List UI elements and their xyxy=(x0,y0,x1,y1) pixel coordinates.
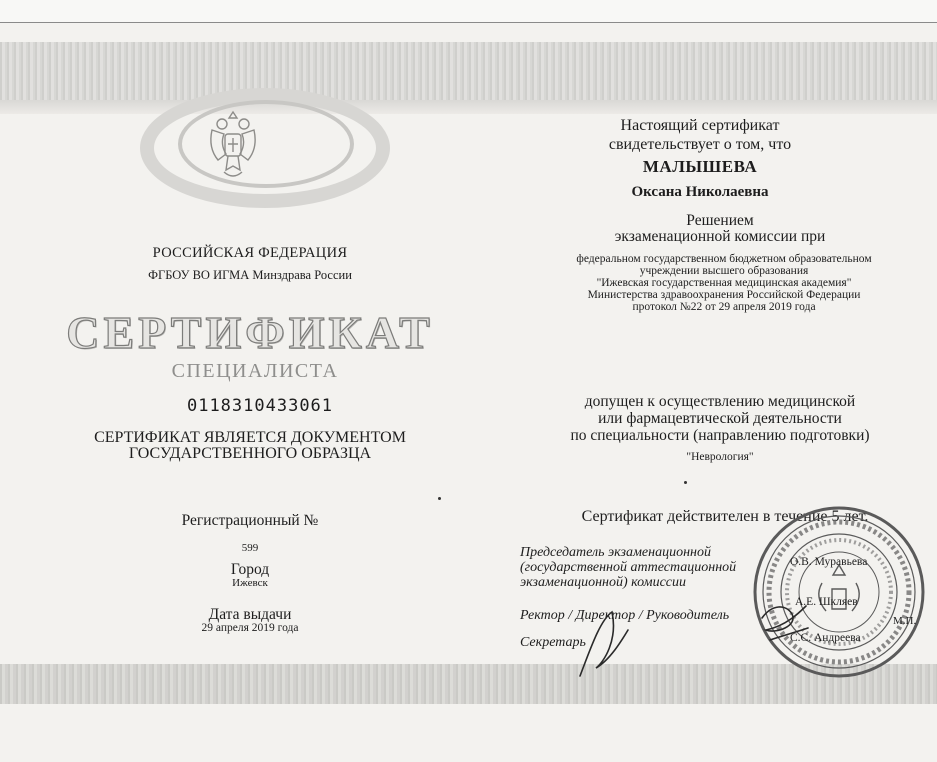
issue-date-value: 29 апреля 2019 года xyxy=(201,622,299,634)
intro-line-1: Настоящий сертификат xyxy=(620,117,780,134)
registration-label: Регистрационный № xyxy=(181,512,319,529)
chair-signature-label xyxy=(520,545,760,590)
top-ornament-band xyxy=(0,42,937,100)
validity-statement: Сертификат действителен в течение 5 лет. xyxy=(581,508,869,525)
seal-place-mark: М.П. xyxy=(893,615,917,627)
institution-block xyxy=(548,253,900,313)
holder-given-names: Оксана Николаевна xyxy=(631,184,769,200)
specialty-value: "Неврология" xyxy=(686,451,754,463)
secretary-signature-label: Секретарь xyxy=(520,635,586,650)
certificate-subtitle: СПЕЦИАЛИСТА xyxy=(171,360,339,382)
holder-surname: МАЛЫШЕВА xyxy=(642,157,758,176)
certificate-title: СЕРТИФИКАТ xyxy=(66,307,434,358)
intro-text xyxy=(560,116,840,154)
scan-speck xyxy=(438,497,441,500)
chair-line-3: экзаменационной) комиссии xyxy=(520,575,686,590)
federation-title: РОССИЙСКАЯ ФЕДЕРАЦИЯ xyxy=(152,245,348,261)
top-ornament-shadow xyxy=(0,100,937,114)
chair-name: О.В. Муравьева xyxy=(790,556,868,568)
rector-name: А.Е. Шкляев xyxy=(795,596,858,608)
registration-number: 599 xyxy=(241,542,259,554)
certificate-number: 0118310433061 xyxy=(186,396,334,416)
coat-of-arms-icon xyxy=(206,108,260,182)
scan-border xyxy=(0,0,937,22)
scan-edge-line xyxy=(0,22,937,23)
institution-line-3: "Ижевская государственная медицинская академия" xyxy=(596,277,852,289)
institution-line-2: учреждении высшего образования xyxy=(639,265,809,277)
admission-line-2: или фармацевтической деятельности xyxy=(598,410,842,427)
rector-signature-label: Ректор / Директор / Руководитель xyxy=(520,608,730,623)
institution-line-1: федеральном государственном бюджетном образовательном xyxy=(576,253,872,265)
state-document-line-2: ГОСУДАРСТВЕННОГО ОБРАЗЦА xyxy=(128,445,372,462)
decision-line-2: экзаменационной комиссии при xyxy=(614,228,826,245)
intro-line-2: свидетельствует о том, что xyxy=(608,136,792,153)
crest-frame-inner xyxy=(178,100,354,188)
admission-text xyxy=(520,393,920,444)
issue-date-label: Дата выдачи xyxy=(208,606,292,623)
official-seal-icon xyxy=(752,505,927,680)
secretary-name: С.С. Андреева xyxy=(790,632,861,644)
decision-line-1: Решением xyxy=(686,212,754,229)
chair-line-2: (государственной аттестационной xyxy=(520,560,737,575)
city-value: Ижевск xyxy=(232,577,268,589)
organization-name: ФГБОУ ВО ИГМА Минздрава России xyxy=(148,268,352,282)
decision-text xyxy=(560,213,880,245)
state-document-line-1: СЕРТИФИКАТ ЯВЛЯЕТСЯ ДОКУМЕНТОМ xyxy=(94,429,406,446)
scan-speck xyxy=(684,481,687,484)
institution-line-4: Министерства здравоохранения Российской Федерации xyxy=(587,289,861,301)
admission-line-1: допущен к осуществлению медицинской xyxy=(584,393,856,410)
admission-line-3: по специальности (направлению подготовки) xyxy=(570,427,870,444)
chair-line-1: Председатель экзаменационной xyxy=(520,545,711,560)
protocol-line: протокол №22 от 29 апреля 2019 года xyxy=(632,301,816,313)
city-label: Город xyxy=(230,561,270,578)
state-document-note xyxy=(40,430,460,462)
